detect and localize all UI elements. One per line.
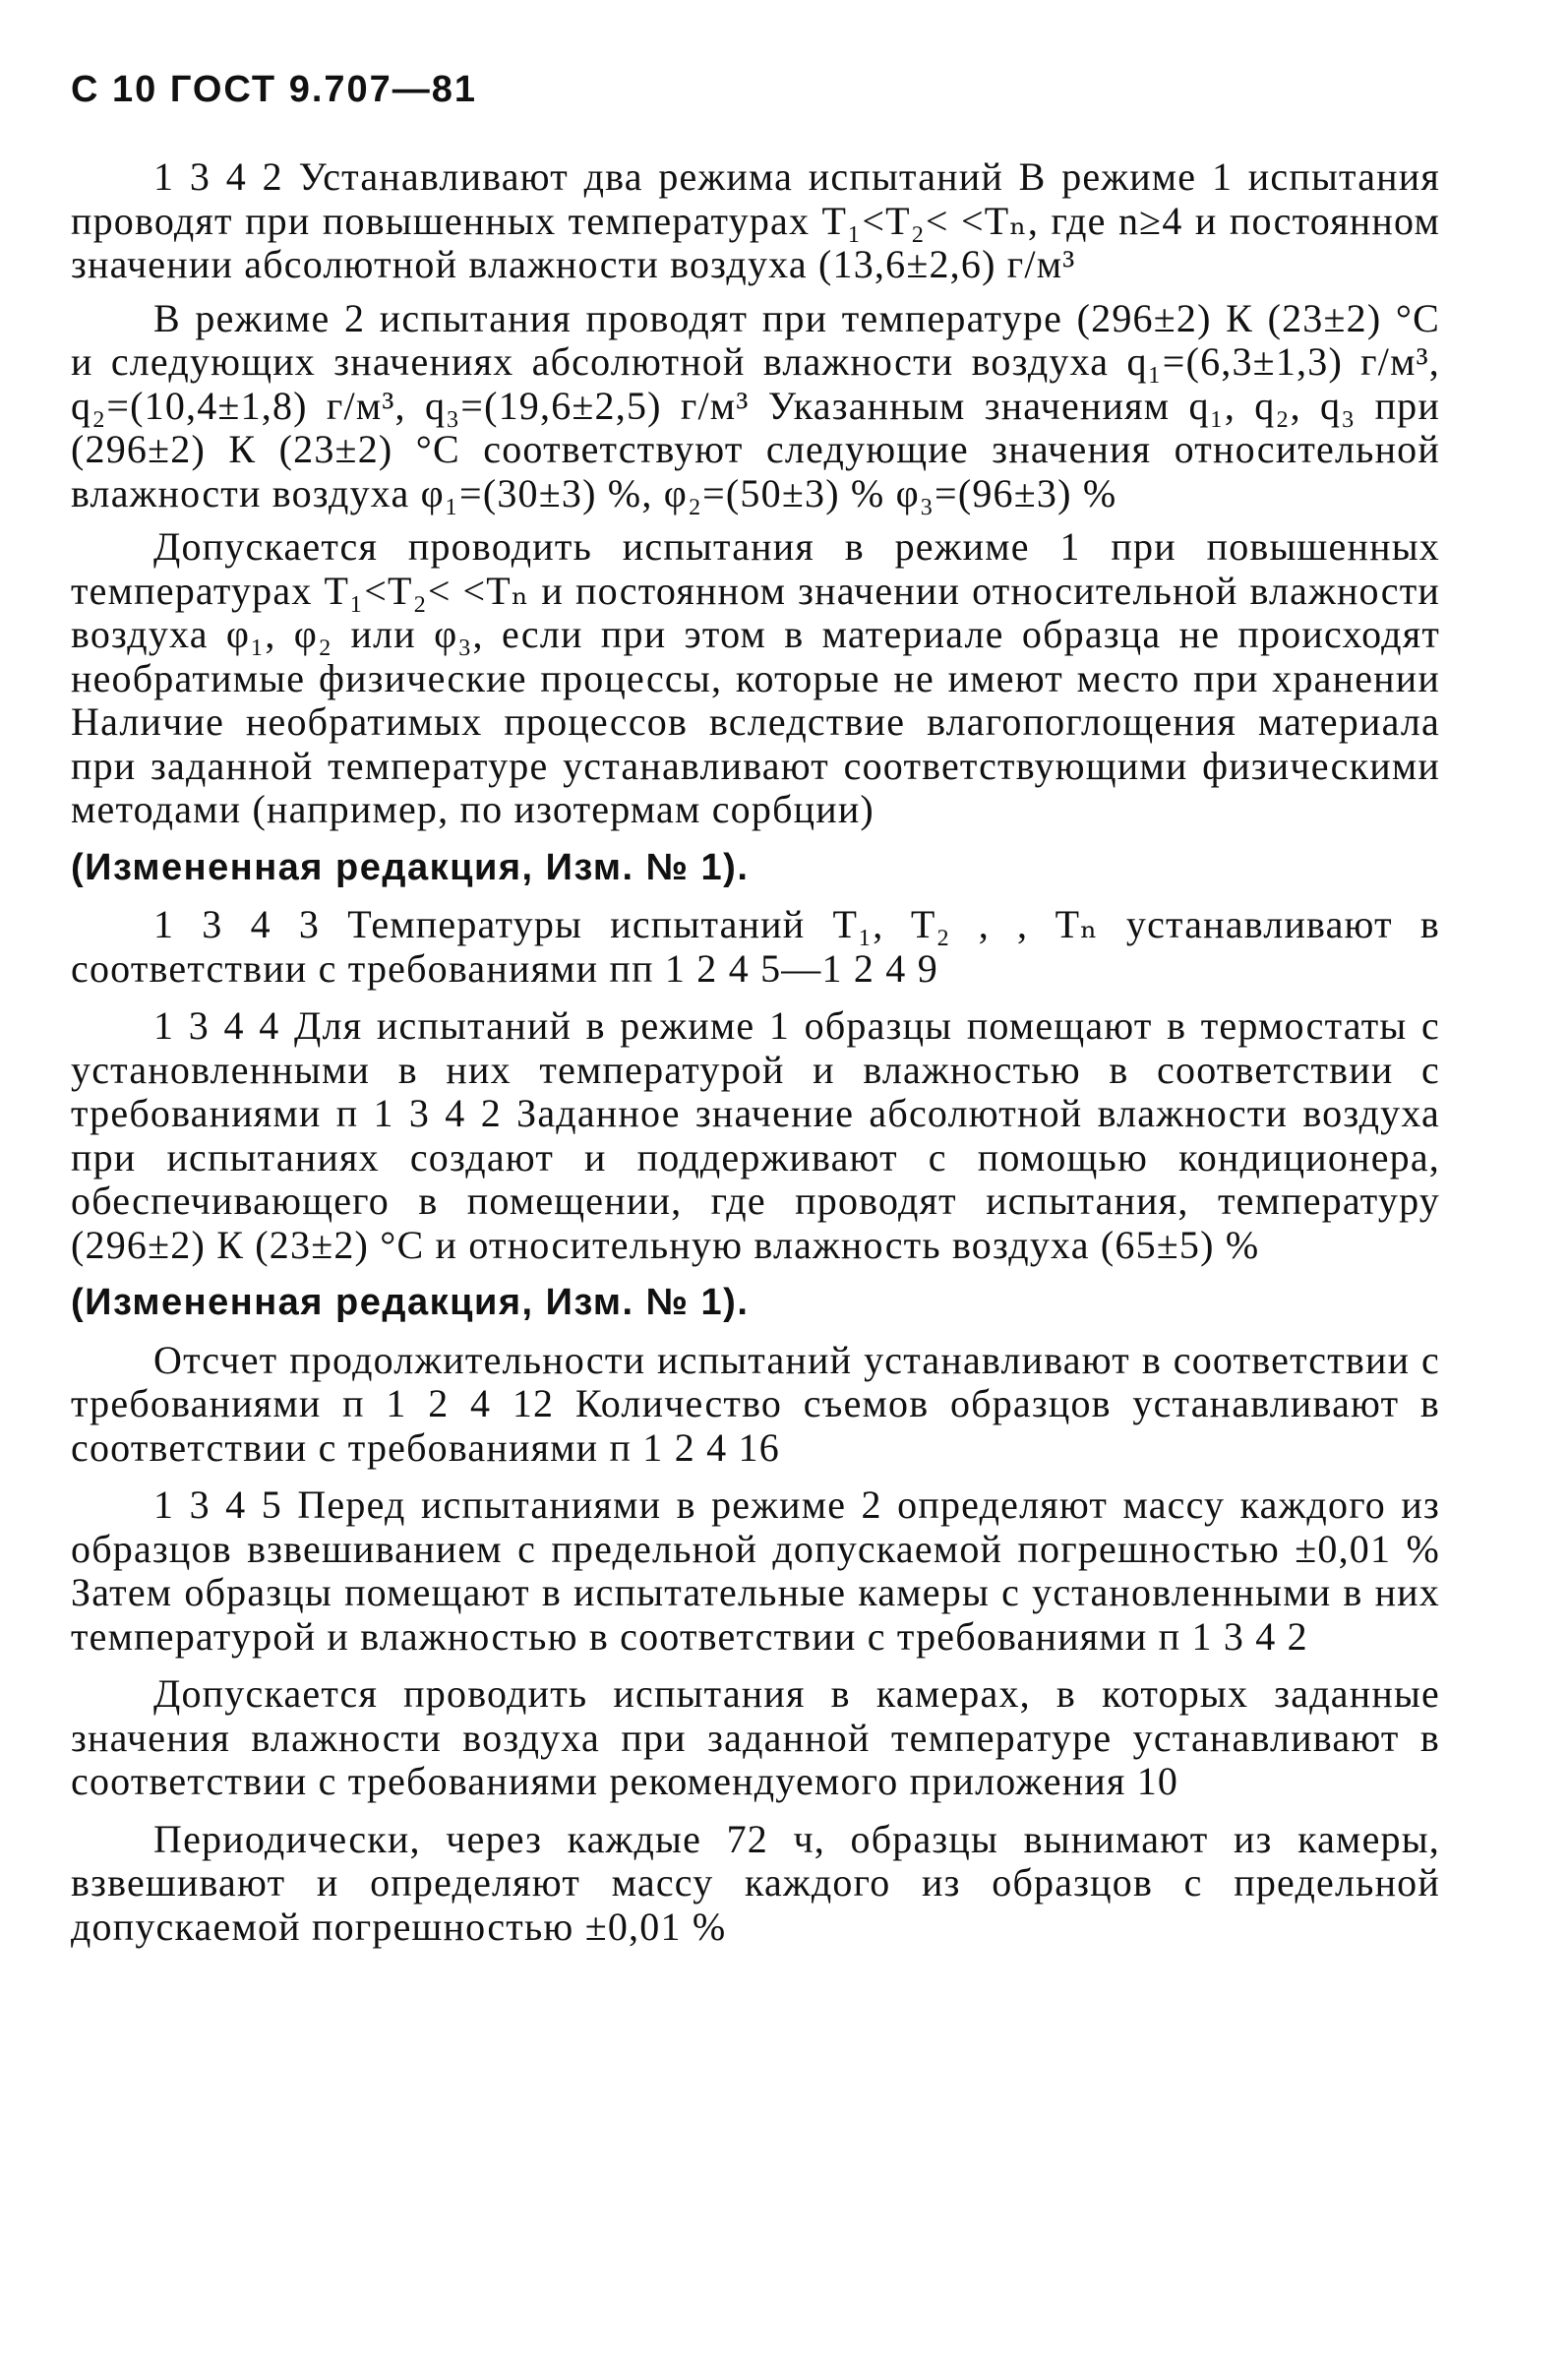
paragraph-1345-mode-2: 1 3 4 5 Перед испытаниями в режиме 2 определяют массу каждого из образцов взвешиванием с предельной допускаемой погрешностью ±0,01 % Затем образцы помещают в испытательные камеры с установленными в них температурой и влажностью в соответствии с требованиями п 1 3 4 2 — [71, 1482, 1440, 1659]
paragraph-allowed-chambers: Допускается проводить испытания в камерах, в которых заданные значения влажности воздуха при заданной температуре устанавливают в соответствии с требованиями рекомендуемого приложения 10 — [71, 1671, 1440, 1803]
paragraph-mode-2: В режиме 2 испытания проводят при температуре (296±2) К (23±2) °С и следующих значениях абсолютной влажности воздуха q₁=(6,3±1,3) г/м³, q₂=(10,4±1,8) г/м³, q₃=(19,6±2,5) г/м³ Указанным значениям q₁, q₂, q₃ при (296±2) К (23±2) °С соответствуют следующие значения относительной влажности воздуха φ₁=(30±3) %, φ₂=(50±3) % φ₃=(96±3) % — [71, 295, 1440, 515]
paragraph-1344-mode-1: 1 3 4 4 Для испытаний в режиме 1 образцы помещают в термостаты с установленными в них температурой и влажностью в соответствии с требованиями п 1 3 4 2 Заданное значение абсолютной влажности воздуха при испытаниях создают и поддерживают с помощью кондиционера, обеспечивающего в помещении, где проводят испытания, температуру (296±2) К (23±2) °С и относительную влажность воздуха (65±5) % — [71, 1003, 1440, 1267]
paragraph-1343-temperatures: 1 3 4 3 Температуры испытаний T₁, T₂ , , Tₙ устанавливают в соответствии с требованиями пп 1 2 4 5—1 2 4 9 — [71, 902, 1440, 991]
paragraph-duration-count: Отсчет продолжительности испытаний устанавливают в соответствии с требованиями п 1 2 4 12 Количество съемов образцов устанавливают в соответствии с требованиями п 1 2 4 16 — [71, 1337, 1440, 1470]
paragraph-periodic-weighing: Периодически, через каждые 72 ч, образцы вынимают из камеры, взвешивают и определяют массу каждого из образцов с предельной допускаемой погрешностью ±0,01 % — [71, 1816, 1440, 1949]
amendment-note-2: (Измененная редакция, Изм. № 1). — [71, 1282, 750, 1323]
paragraph-allowed-mode-1: Допускается проводить испытания в режиме 1 при повышенных температурах T₁<T₂< <Tₙ и постоянном значении относительной влажности воздуха φ₁, φ₂ или φ₃, если при этом в материале образца не происходят необратимые физические процессы, которые не имеют место при хранении Наличие необратимых процессов вследствие влагопоглощения материала при заданной температуре устанавливают соответствующими физическими методами (например, по изотермам сорбции) — [71, 524, 1440, 831]
document-body — [71, 155, 1440, 1959]
paragraph-1342-modes: 1 3 4 2 Устанавливают два режима испытаний В режиме 1 испытания проводят при повышенных температурах T₁<T₂< <Tₙ, где n≥4 и постоянном значении абсолютной влажности воздуха (13,6±2,6) г/м³ — [71, 154, 1440, 286]
page-header: С 10 ГОСТ 9.707—81 — [71, 69, 478, 110]
amendment-note-1: (Измененная редакция, Изм. № 1). — [71, 846, 750, 888]
